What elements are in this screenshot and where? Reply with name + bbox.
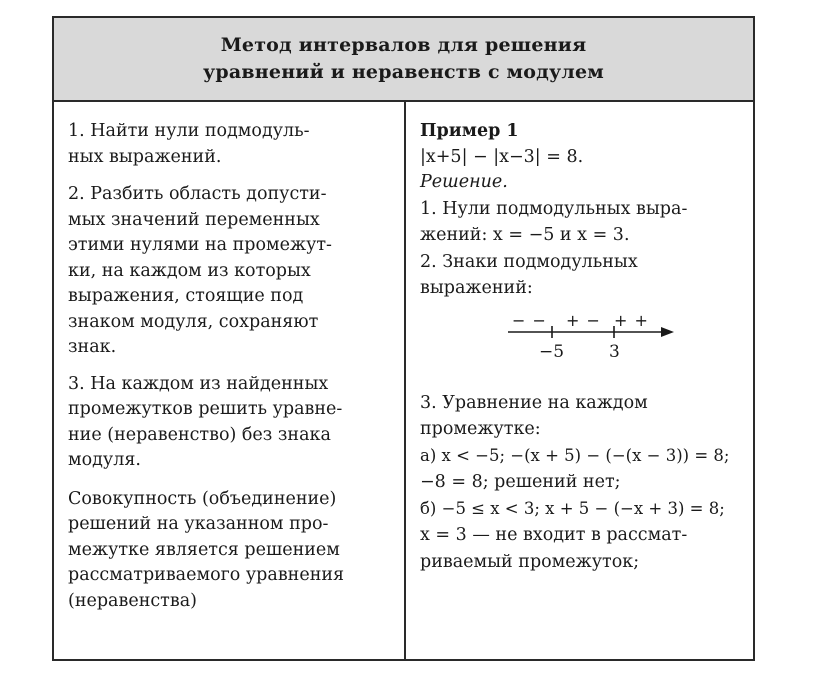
example-step-3-line: промежутке: (420, 419, 541, 439)
method-table (52, 16, 755, 661)
step-2-line: знак. (68, 337, 117, 357)
header-title-line-1: Метод интервалов для решения (220, 34, 587, 56)
case-b-equation: б) −5 ≤ x < 3; x + 5 − (−x + 3) = 8; (420, 498, 725, 518)
example-title: Пример 1 (420, 121, 519, 141)
step-2-line: 2. Разбить область допусти- (68, 184, 327, 204)
sign-label-left: − − (512, 310, 547, 330)
number-line-diagram (420, 310, 745, 368)
example-step-2-line: выражений: (420, 278, 533, 298)
axis-arrow-icon (661, 327, 674, 337)
sign-label-middle: + − (566, 310, 601, 330)
number-axis (506, 310, 676, 344)
conclusion-line: рассматриваемого уравнения (68, 565, 345, 585)
example-step-3-line: 3. Уравнение на каждом (420, 392, 648, 413)
solution-label: Решение. (420, 172, 508, 192)
case-a-equation: а) x < −5; −(x + 5) − (−(x − 3)) = 8; (420, 445, 730, 465)
method-step-1 (68, 119, 394, 170)
conclusion-line: решений на указанном про- (68, 514, 329, 534)
method-step-2 (68, 182, 394, 361)
example-step-2-line: 2. Знаки подмодульных (420, 251, 638, 272)
conclusion-line: Совокупность (объединение) (68, 488, 337, 509)
table-header (54, 18, 753, 102)
tick-label-minus-5: −5 (539, 341, 565, 362)
case-b-result: риваемый промежуток; (420, 551, 640, 572)
example-equation: |x+5| − |x−3| = 8. (420, 146, 584, 167)
step-2-line: мых значений переменных (68, 209, 320, 230)
conclusion-line: (неравенства) (68, 590, 197, 611)
step-2-line: выражения, стоящие под (68, 286, 304, 306)
case-a-result: −8 = 8; решений нет; (420, 472, 621, 492)
header-title-line-2: уравнений и неравенств с модулем (203, 61, 604, 83)
method-steps-column (54, 102, 406, 659)
tick-label-3: 3 (609, 341, 620, 362)
step-1-line: ных выражений. (68, 146, 222, 167)
step-3-line: ние (неравенство) без знака (68, 424, 331, 445)
conclusion-line: межутке является решением (68, 539, 340, 560)
step-3-line: 3. На каждом из найденных (68, 373, 329, 394)
sign-label-right: + + (614, 310, 649, 330)
case-b-result: x = 3 — не входит в рассмат- (420, 525, 688, 545)
step-1-line: 1. Найти нули подмодуль- (68, 121, 310, 141)
step-2-line: ки, на каждом из которых (68, 260, 311, 281)
method-conclusion (68, 487, 394, 615)
method-step-3 (68, 372, 394, 474)
example-step-1-line: 1. Нули подмодульных выра- (420, 198, 688, 219)
step-2-line: знаком модуля, сохраняют (68, 311, 319, 332)
example-column (406, 102, 753, 659)
step-3-line: промежутков решить уравне- (68, 399, 343, 419)
step-2-line: этими нулями на промежут- (68, 235, 332, 255)
step-3-line: модуля. (68, 450, 141, 470)
example-step-1-line: жений: x = −5 и x = 3. (420, 225, 630, 245)
